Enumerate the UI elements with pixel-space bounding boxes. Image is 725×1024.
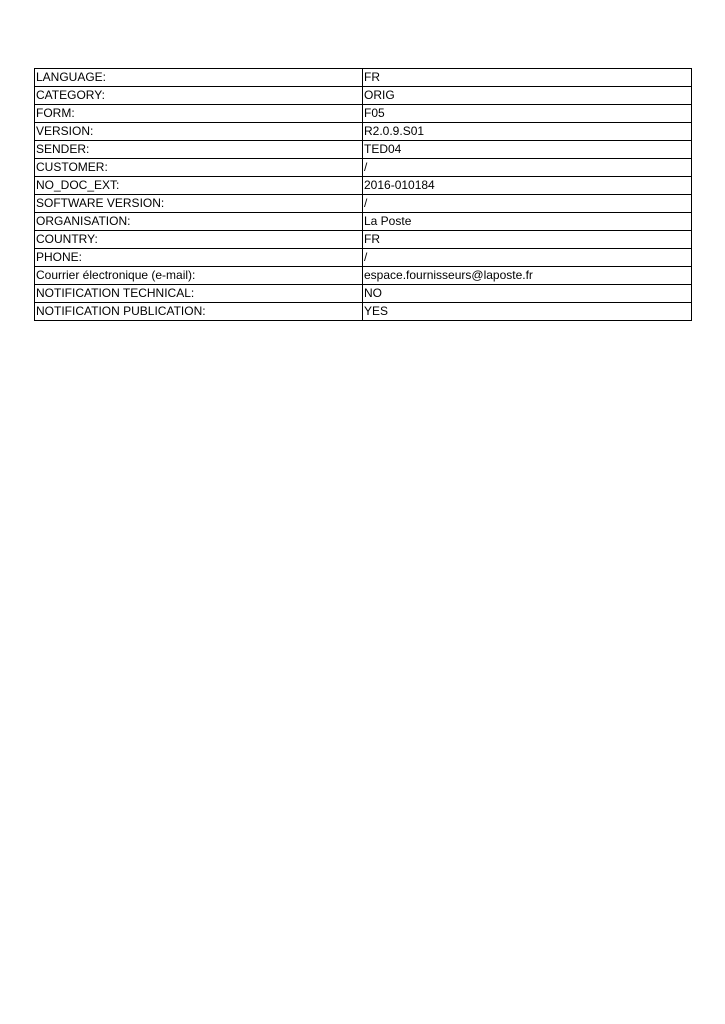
row-label: CATEGORY: — [35, 87, 363, 105]
row-label: PHONE: — [35, 249, 363, 267]
row-label: VERSION: — [35, 123, 363, 141]
table-row — [35, 141, 692, 159]
table-row — [35, 231, 692, 249]
row-value: NO — [363, 285, 692, 303]
row-value: ORIG — [363, 87, 692, 105]
row-value: 2016-010184 — [363, 177, 692, 195]
row-label: Courrier électronique (e-mail): — [35, 267, 363, 285]
row-value: La Poste — [363, 213, 692, 231]
table-row — [35, 123, 692, 141]
row-value: FR — [363, 69, 692, 87]
row-label: SOFTWARE VERSION: — [35, 195, 363, 213]
row-value: / — [363, 195, 692, 213]
row-label: LANGUAGE: — [35, 69, 363, 87]
table-row — [35, 177, 692, 195]
row-label: SENDER: — [35, 141, 363, 159]
table-row — [35, 69, 692, 87]
table-row — [35, 105, 692, 123]
row-value: / — [363, 249, 692, 267]
row-label: FORM: — [35, 105, 363, 123]
metadata-table — [34, 68, 692, 321]
row-value: YES — [363, 303, 692, 321]
row-value: F05 — [363, 105, 692, 123]
table-row — [35, 87, 692, 105]
row-label: NO_DOC_EXT: — [35, 177, 363, 195]
table-row — [35, 195, 692, 213]
row-label: NOTIFICATION TECHNICAL: — [35, 285, 363, 303]
row-value: FR — [363, 231, 692, 249]
row-value: / — [363, 159, 692, 177]
row-label: CUSTOMER: — [35, 159, 363, 177]
row-label: COUNTRY: — [35, 231, 363, 249]
row-value: R2.0.9.S01 — [363, 123, 692, 141]
table-row — [35, 303, 692, 321]
row-label: ORGANISATION: — [35, 213, 363, 231]
table-row — [35, 159, 692, 177]
table-row — [35, 285, 692, 303]
table-row — [35, 213, 692, 231]
row-label: NOTIFICATION PUBLICATION: — [35, 303, 363, 321]
row-value: TED04 — [363, 141, 692, 159]
table-row — [35, 267, 692, 285]
row-value: espace.fournisseurs@laposte.fr — [363, 267, 692, 285]
table-row — [35, 249, 692, 267]
